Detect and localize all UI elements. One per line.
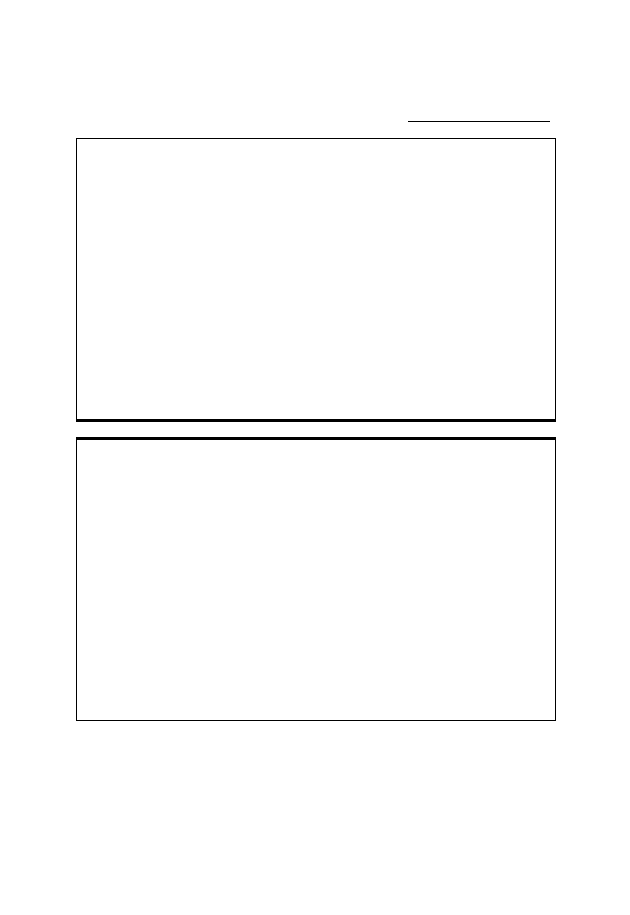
table-break-line-top [76,419,556,422]
helper-name-field [408,120,550,122]
schedule-table-top [76,138,556,420]
schedule-table-bottom [76,439,556,721]
